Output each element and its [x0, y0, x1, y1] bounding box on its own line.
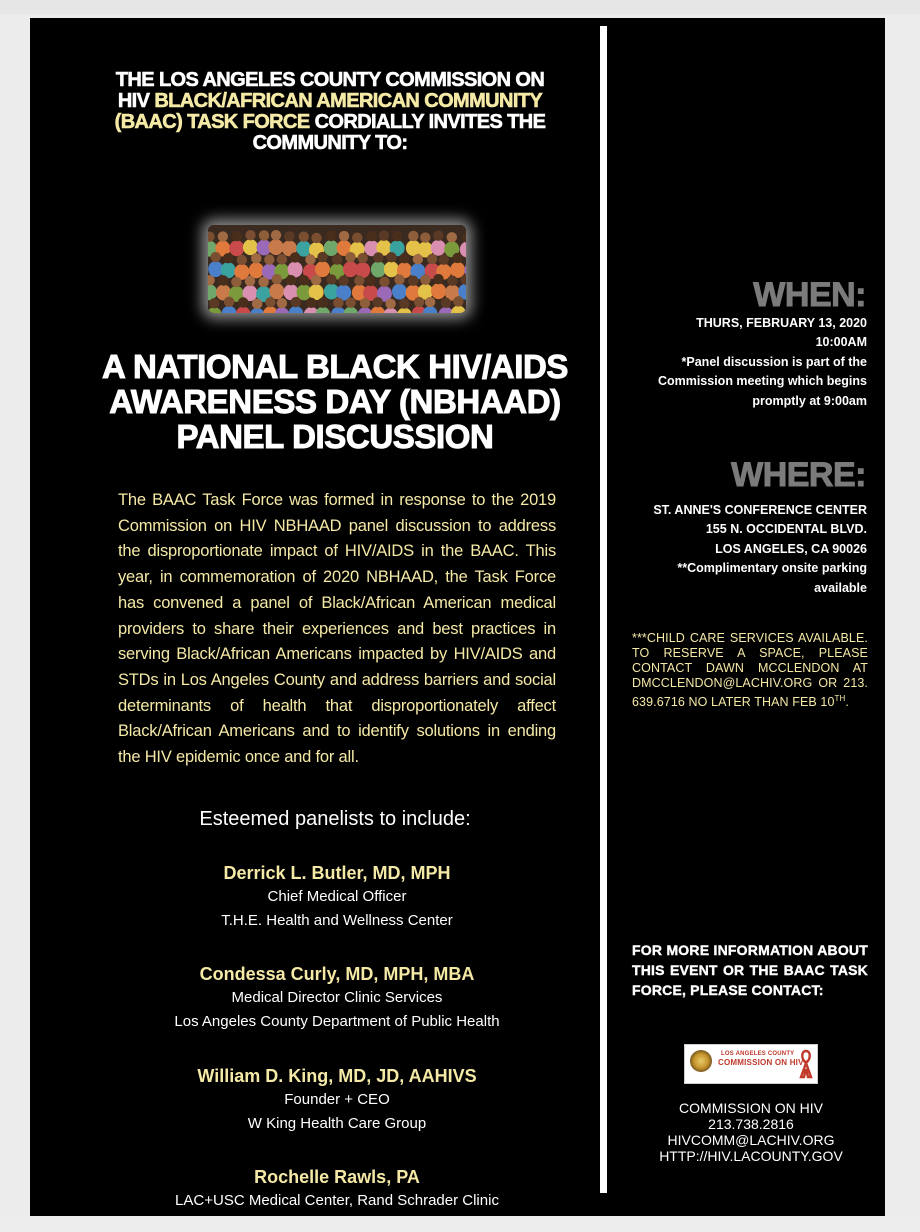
panelist-title: Founder + CEO: [284, 1091, 390, 1108]
when-heading: WHEN:: [753, 276, 866, 314]
contact-phone: 213.738.2816: [708, 1116, 794, 1132]
contact-org: COMMISSION ON HIV: [679, 1100, 823, 1116]
when-note-2: Commission meeting which begins: [657, 374, 867, 389]
contact-website[interactable]: HTTP://HIV.LACOUNTY.GOV: [659, 1148, 843, 1164]
panelist-org: T.H.E. Health and Wellness Center: [221, 912, 453, 929]
childcare-sup: TH: [834, 694, 846, 703]
logo-commission-text: COMMISSION ON HIV: [718, 1058, 804, 1067]
childcare-text: ***CHILD CARE SERVICES AVAILABLE. TO RESERVE A SPACE, PLEASE CONTACT DAWN MCCLENDON AT DMCCLENDON@LACHIV.ORG OR 213. 639.6716 NO LATER THAN FEB 10: [632, 631, 868, 710]
invite-line-3-highlight: (BAAC) TASK FORCE: [114, 111, 310, 133]
panelist-title: Chief Medical Officer: [267, 888, 407, 905]
panelist-3: [100, 1064, 574, 1136]
panelist-org: LAC+USC Medical Center, Rand Schrader Clinic: [175, 1192, 499, 1209]
invite-line-3: [100, 112, 560, 133]
commission-logo: [684, 1044, 818, 1084]
invite-line-1: THE LOS ANGELES COUNTY COMMISSION ON: [115, 69, 545, 91]
right-column: [608, 22, 880, 1212]
panelist-name: William D. King, MD, JD, AAHIVS: [197, 1066, 477, 1086]
event-date: THURS, FEBRUARY 13, 2020: [696, 316, 867, 330]
crowd-illustration: [208, 225, 466, 313]
event-title-line-3: PANEL DISCUSSION: [176, 418, 494, 455]
panelist-org: W King Health Care Group: [247, 1115, 427, 1132]
task-force-description: The BAAC Task Force was formed in response to the 2019 Commission on HIV NBHAAD panel discussion to address the disproportionate impact of HIV/AIDS in the BAAC. This year, in commemoration of 2020 NBHAAD, the Task Force has convened a panel of Black/African American medical providers to share their experiences and best practices in serving Black/African Americans impacted by HIV/AIDS and STDs in Los Angeles County and address barriers and social determinants of health that disproportionately affect Black/African Americans and to identify solutions in ending the HIV epidemic once and for all.: [118, 491, 556, 767]
page-edge-bottom: [0, 1218, 920, 1232]
invite-heading: [100, 70, 560, 154]
venue-street: 155 N. OCCIDENTAL BLVD.: [705, 522, 867, 537]
county-seal-icon: [690, 1050, 712, 1072]
contact-info: [626, 1100, 876, 1164]
panelist-4: [100, 1165, 574, 1213]
when-details: [627, 314, 867, 411]
event-time: 10:00AM: [815, 335, 867, 350]
venue-name: ST. ANNE'S CONFERENCE CENTER: [653, 503, 867, 517]
parking-note-2: available: [814, 580, 867, 595]
panelist-1: [100, 861, 574, 933]
event-title: [100, 349, 570, 454]
childcare-end: .: [845, 695, 849, 710]
fold-mark: [600, 1193, 608, 1203]
invite-line-2: [100, 91, 560, 112]
page-edge-top: [0, 0, 920, 14]
venue-city: LOS ANGELES, CA 90026: [715, 541, 867, 556]
logo-county-text: LOS ANGELES COUNTY: [721, 1051, 795, 1057]
more-info-heading: FOR MORE INFORMATION ABOUT THIS EVENT OR THE BAAC TASK FORCE, PLEASE CONTACT:: [632, 942, 868, 998]
parking-note-1: **Complimentary onsite parking: [677, 561, 867, 576]
event-title-line-1: A NATIONAL BLACK HIV/AIDS: [101, 348, 569, 385]
invite-line-2-pre: HIV: [117, 90, 155, 112]
where-details: [627, 501, 867, 598]
invite-line-3-post: CORDIALLY INVITES THE: [309, 111, 546, 133]
childcare-notice: [632, 631, 868, 710]
where-heading: WHERE:: [731, 456, 866, 494]
invite-line-2-highlight: BLACK/AFRICAN AMERICAN COMMUNITY: [154, 90, 543, 112]
panelist-name: Derrick L. Butler, MD, MPH: [223, 863, 451, 883]
invite-line-4: COMMUNITY TO:: [252, 132, 408, 154]
when-note-3: promptly at 9:00am: [752, 393, 867, 408]
panelists-heading: Esteemed panelists to include:: [199, 808, 471, 830]
panelist-2: [100, 962, 574, 1034]
event-title-line-2: AWARENESS DAY (NBHAAD): [109, 383, 561, 420]
panelist-name: Rochelle Rawls, PA: [254, 1167, 420, 1187]
column-divider: [600, 26, 607, 1201]
contact-email[interactable]: HIVCOMM@LACHIV.ORG: [667, 1132, 835, 1148]
crowd-image: [208, 225, 466, 313]
panelist-name: Condessa Curly, MD, MPH, MBA: [199, 964, 475, 984]
red-ribbon-icon: [799, 1049, 813, 1079]
when-note-1: *Panel discussion is part of the: [681, 354, 867, 369]
panelist-title: Medical Director Clinic Services: [231, 989, 443, 1006]
panelist-org: Los Angeles County Department of Public Health: [174, 1013, 500, 1030]
left-column: [40, 22, 598, 1212]
